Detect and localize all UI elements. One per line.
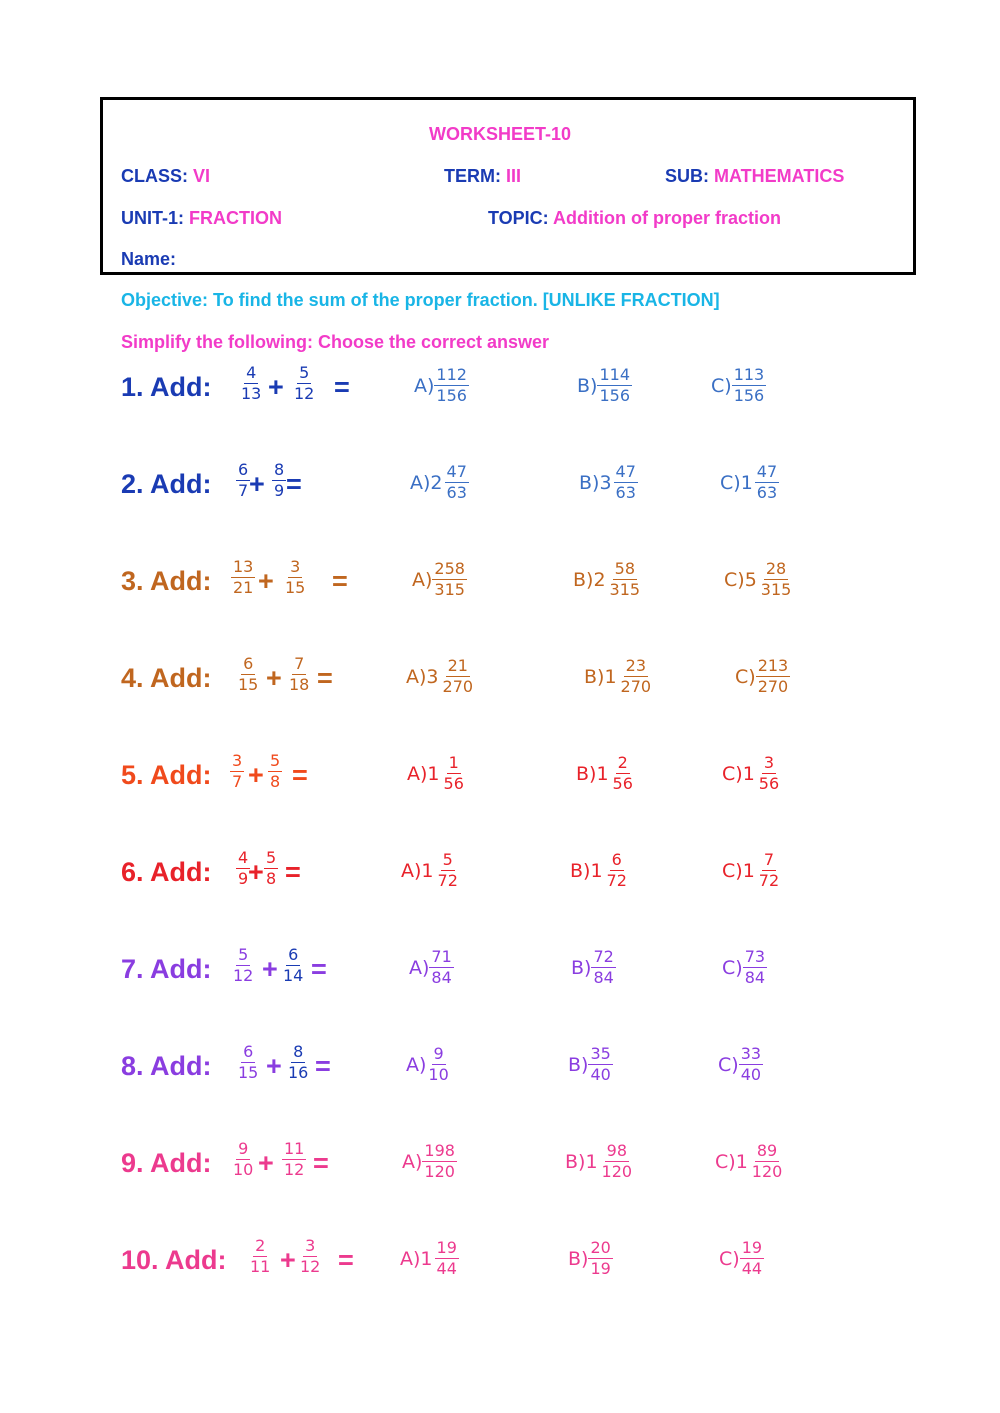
whole-number: 2	[430, 471, 443, 494]
answer-option-c[interactable]	[724, 560, 793, 600]
option-fraction	[614, 463, 638, 503]
denominator: 7	[232, 772, 243, 792]
equals-sign: =	[338, 1245, 354, 1275]
answer-option-c[interactable]	[722, 754, 781, 794]
denominator: 12	[284, 1160, 305, 1180]
question-row-10	[0, 1237, 1000, 1297]
option-letter: C)	[722, 956, 743, 979]
denominator: 9	[274, 481, 285, 501]
option-fraction	[732, 366, 767, 406]
numerator: 113	[732, 366, 767, 386]
numerator: 3	[288, 558, 302, 578]
numerator: 8	[272, 461, 286, 481]
numerator: 47	[614, 463, 638, 483]
denominator: 14	[283, 966, 304, 986]
question-label: 8. Add:	[121, 1051, 212, 1081]
denominator: 12	[233, 966, 254, 986]
option-fraction	[429, 948, 453, 988]
denominator: 84	[431, 968, 452, 988]
denominator: 8	[266, 869, 277, 889]
topic-value: Addition of proper fraction	[553, 208, 781, 228]
addend-fraction-1	[239, 364, 263, 404]
option-fraction	[436, 851, 460, 891]
equals-sign: =	[286, 469, 302, 499]
option-letter: C)	[724, 568, 745, 591]
denominator: 315	[760, 580, 792, 600]
numerator: 258	[432, 560, 467, 580]
answer-option-c[interactable]	[722, 851, 781, 891]
option-fraction	[611, 754, 635, 794]
answer-option-b[interactable]	[568, 1045, 613, 1085]
addend-fraction-2	[292, 364, 316, 404]
name-label: Name:	[121, 249, 177, 269]
option-letter: C)	[722, 859, 743, 882]
answer-option-b[interactable]	[571, 948, 616, 988]
option-fraction	[591, 948, 615, 988]
option-fraction	[588, 1239, 612, 1279]
denominator: 56	[758, 774, 780, 794]
denominator: 63	[756, 483, 778, 503]
addend-fraction-2	[287, 655, 311, 695]
denominator: 72	[606, 871, 627, 891]
option-letter: C)	[715, 1150, 736, 1173]
option-fraction	[434, 366, 469, 406]
numerator: 89	[755, 1142, 779, 1162]
numerator: 20	[588, 1239, 612, 1259]
option-letter: B)	[571, 956, 592, 979]
option-letter: B)	[568, 1247, 589, 1270]
denominator: 120	[424, 1162, 455, 1182]
denominator: 84	[593, 968, 614, 988]
option-fraction	[757, 754, 781, 794]
denominator: 11	[250, 1257, 271, 1277]
addend-fraction-2	[264, 849, 278, 889]
class-value: VI	[193, 166, 211, 186]
numerator: 3	[230, 752, 244, 772]
numerator: 8	[291, 1043, 305, 1063]
plus-sign: +	[248, 857, 264, 887]
option-fraction	[432, 560, 467, 600]
denominator: 12	[300, 1257, 321, 1277]
numerator: 6	[236, 461, 250, 481]
whole-number: 3	[599, 471, 612, 494]
numerator: 9	[236, 1140, 250, 1160]
answer-option-b[interactable]	[565, 1142, 634, 1182]
question-row-8	[0, 1043, 1000, 1103]
plus-sign: +	[258, 1148, 274, 1178]
numerator: 4	[236, 849, 250, 869]
denominator: 8	[270, 772, 281, 792]
numerator: 7	[292, 655, 306, 675]
numerator: 11	[282, 1140, 306, 1160]
denominator: 72	[437, 871, 458, 891]
question-row-4	[0, 655, 1000, 715]
answer-option-c[interactable]	[715, 1142, 784, 1182]
option-fraction	[757, 851, 781, 891]
numerator: 3	[762, 754, 776, 774]
option-fraction	[422, 1142, 457, 1182]
question-label: 6. Add:	[121, 857, 212, 887]
denominator: 63	[446, 483, 467, 503]
subject-value: MATHEMATICS	[714, 166, 845, 186]
option-letter: A)	[412, 568, 433, 591]
plus-sign: +	[280, 1245, 296, 1275]
option-letter: A)	[406, 1053, 427, 1076]
numerator: 112	[434, 366, 469, 386]
answer-option-a[interactable]	[407, 754, 466, 794]
addend-fraction-2	[298, 1237, 322, 1277]
objective-text: Objective: To find the sum of the proper fraction. [UNLIKE FRACTION]	[121, 290, 720, 310]
subject-field	[665, 166, 844, 187]
numerator: 9	[432, 1045, 446, 1065]
option-fraction	[588, 1045, 612, 1085]
class-field	[121, 166, 210, 187]
answer-option-c[interactable]	[735, 657, 790, 697]
addend-fraction-2	[286, 1043, 310, 1083]
option-letter: A)	[407, 762, 428, 785]
addend-fraction-1	[248, 1237, 272, 1277]
numerator: 21	[446, 657, 470, 677]
question-label: 2. Add:	[121, 469, 212, 499]
denominator: 9	[238, 869, 249, 889]
numerator: 19	[740, 1239, 764, 1259]
denominator: 12	[294, 384, 315, 404]
option-letter: C)	[719, 1247, 740, 1270]
option-fraction	[740, 1239, 764, 1279]
option-fraction	[442, 754, 466, 794]
option-letter: A)	[409, 956, 430, 979]
addend-fraction-2	[268, 752, 282, 792]
addend-fraction-1	[236, 1043, 260, 1083]
equals-sign: =	[334, 372, 350, 402]
option-fraction	[608, 560, 643, 600]
option-fraction	[426, 1045, 450, 1085]
answer-option-a[interactable]	[406, 1045, 451, 1085]
numerator: 47	[445, 463, 469, 483]
numerator: 198	[422, 1142, 457, 1162]
option-letter: A)	[414, 374, 435, 397]
equals-sign: =	[313, 1148, 329, 1178]
option-fraction	[435, 1239, 459, 1279]
plus-sign: +	[248, 760, 264, 790]
answer-option-c[interactable]	[722, 948, 767, 988]
denominator: 40	[740, 1065, 762, 1085]
denominator: 19	[590, 1259, 611, 1279]
denominator: 13	[241, 384, 262, 404]
option-letter: A)	[402, 1150, 423, 1173]
option-letter: C)	[720, 471, 741, 494]
answer-option-a[interactable]	[406, 657, 475, 697]
option-fraction	[605, 851, 629, 891]
answer-option-b[interactable]	[570, 851, 629, 891]
option-letter: B)	[565, 1150, 586, 1173]
answer-option-a[interactable]	[400, 1239, 459, 1279]
class-label: CLASS:	[121, 166, 188, 186]
numerator: 114	[597, 366, 632, 386]
question-row-6	[0, 849, 1000, 909]
whole-number: 1	[735, 1150, 748, 1173]
option-letter: B)	[573, 568, 594, 591]
answer-option-c[interactable]	[719, 1239, 764, 1279]
numerator: 19	[435, 1239, 459, 1259]
equals-sign: =	[311, 954, 327, 984]
numerator: 213	[756, 657, 791, 677]
denominator: 120	[751, 1162, 783, 1182]
option-letter: A)	[406, 665, 427, 688]
denominator: 156	[436, 386, 467, 406]
question-label: 5. Add:	[121, 760, 212, 790]
subject-label: SUB:	[665, 166, 709, 186]
numerator: 72	[591, 948, 615, 968]
question-label: 3. Add:	[121, 566, 212, 596]
term-field	[444, 166, 521, 187]
plus-sign: +	[266, 1051, 282, 1081]
numerator: 6	[241, 1043, 255, 1063]
answer-option-a[interactable]	[409, 948, 454, 988]
whole-number: 1	[596, 762, 609, 785]
denominator: 10	[233, 1160, 254, 1180]
denominator: 15	[238, 1063, 259, 1083]
whole-number: 1	[421, 859, 434, 882]
option-fraction	[600, 1142, 635, 1182]
answer-option-b[interactable]	[568, 1239, 613, 1279]
denominator: 156	[599, 386, 630, 406]
answer-option-b[interactable]	[576, 754, 635, 794]
denominator: 56	[443, 774, 464, 794]
topic-field	[488, 208, 781, 229]
unit-field	[121, 208, 282, 229]
numerator: 33	[739, 1045, 763, 1065]
topic-label: TOPIC:	[488, 208, 549, 228]
denominator: 270	[757, 677, 789, 697]
addend-fraction-1	[231, 1140, 255, 1180]
answer-option-c[interactable]	[718, 1045, 763, 1085]
whole-number: 5	[744, 568, 757, 591]
question-row-3	[0, 558, 1000, 618]
denominator: 44	[741, 1259, 763, 1279]
option-letter: C)	[735, 665, 756, 688]
term-label: TERM:	[444, 166, 501, 186]
plus-sign: +	[266, 663, 282, 693]
answer-option-a[interactable]	[414, 366, 469, 406]
equals-sign: =	[315, 1051, 331, 1081]
denominator: 44	[436, 1259, 457, 1279]
numerator: 5	[264, 849, 278, 869]
numerator: 98	[605, 1142, 629, 1162]
option-fraction	[756, 657, 791, 697]
answer-option-b[interactable]	[579, 463, 638, 503]
option-fraction	[445, 463, 469, 503]
addend-fraction-2	[281, 946, 305, 986]
question-label: 7. Add:	[121, 954, 212, 984]
denominator: 21	[233, 578, 254, 598]
question-row-7	[0, 946, 1000, 1006]
option-letter: B)	[584, 665, 605, 688]
numerator: 5	[297, 364, 311, 384]
whole-number: 1	[740, 471, 753, 494]
whole-number: 1	[427, 762, 440, 785]
numerator: 1	[447, 754, 461, 774]
option-letter: A)	[401, 859, 422, 882]
denominator: 15	[285, 578, 306, 598]
denominator: 270	[442, 677, 474, 697]
plus-sign: +	[262, 954, 278, 984]
option-fraction	[739, 1045, 763, 1085]
option-letter: C)	[722, 762, 743, 785]
whole-number: 1	[590, 859, 603, 882]
option-fraction	[755, 463, 779, 503]
denominator: 16	[288, 1063, 309, 1083]
question-row-1	[0, 364, 1000, 424]
option-letter: B)	[568, 1053, 589, 1076]
numerator: 73	[743, 948, 767, 968]
equals-sign: =	[292, 760, 308, 790]
whole-number: 1	[742, 859, 755, 882]
numerator: 5	[268, 752, 282, 772]
option-fraction	[597, 366, 632, 406]
numerator: 5	[441, 851, 455, 871]
term-value: III	[506, 166, 522, 186]
option-letter: B)	[579, 471, 600, 494]
numerator: 23	[624, 657, 648, 677]
whole-number: 2	[593, 568, 606, 591]
question-row-9	[0, 1140, 1000, 1200]
addend-fraction-1	[231, 946, 255, 986]
unit-value: FRACTION	[189, 208, 283, 228]
answer-option-b[interactable]	[573, 560, 642, 600]
addend-fraction-1	[231, 558, 255, 598]
answer-option-b[interactable]	[577, 366, 632, 406]
denominator: 315	[609, 580, 641, 600]
whole-number: 3	[426, 665, 439, 688]
option-letter: A)	[400, 1247, 421, 1270]
plus-sign: +	[258, 566, 274, 596]
numerator: 58	[613, 560, 637, 580]
option-letter: C)	[711, 374, 732, 397]
question-label: 1. Add:	[121, 372, 212, 402]
denominator: 10	[428, 1065, 449, 1085]
option-fraction	[441, 657, 476, 697]
numerator: 6	[286, 946, 300, 966]
addend-fraction-2	[272, 461, 286, 501]
numerator: 47	[755, 463, 779, 483]
denominator: 270	[620, 677, 652, 697]
option-letter: B)	[570, 859, 591, 882]
addend-fraction-2	[283, 558, 307, 598]
denominator: 315	[434, 580, 465, 600]
denominator: 56	[612, 774, 633, 794]
numerator: 6	[610, 851, 624, 871]
option-letter: A)	[410, 471, 431, 494]
answer-option-a[interactable]	[402, 1142, 457, 1182]
whole-number: 1	[604, 665, 617, 688]
numerator: 5	[236, 946, 250, 966]
addend-fraction-2	[282, 1140, 306, 1180]
addend-fraction-1	[230, 752, 244, 792]
equals-sign: =	[317, 663, 333, 693]
denominator: 18	[289, 675, 310, 695]
denominator: 84	[744, 968, 766, 988]
denominator: 63	[615, 483, 636, 503]
option-letter: B)	[577, 374, 598, 397]
whole-number: 1	[742, 762, 755, 785]
question-label: 10. Add:	[121, 1245, 227, 1275]
worksheet-title: WORKSHEET-10	[428, 124, 572, 144]
answer-option-a[interactable]	[410, 463, 469, 503]
denominator: 40	[590, 1065, 611, 1085]
answer-option-b[interactable]	[584, 657, 653, 697]
numerator: 6	[241, 655, 255, 675]
addend-fraction-1	[236, 655, 260, 695]
answer-option-a[interactable]	[412, 560, 467, 600]
option-fraction	[619, 657, 654, 697]
numerator: 2	[616, 754, 630, 774]
numerator: 13	[231, 558, 255, 578]
answer-option-c[interactable]	[720, 463, 779, 503]
answer-option-a[interactable]	[401, 851, 460, 891]
numerator: 2	[253, 1237, 267, 1257]
question-row-2	[0, 461, 1000, 521]
answer-option-c[interactable]	[711, 366, 766, 406]
numerator: 71	[429, 948, 453, 968]
question-label: 9. Add:	[121, 1148, 212, 1178]
question-label: 4. Add:	[121, 663, 212, 693]
whole-number: 1	[585, 1150, 598, 1173]
option-letter: B)	[576, 762, 597, 785]
numerator: 7	[762, 851, 776, 871]
denominator: 7	[238, 481, 249, 501]
numerator: 3	[303, 1237, 317, 1257]
numerator: 35	[588, 1045, 612, 1065]
option-letter: C)	[718, 1053, 739, 1076]
denominator: 120	[601, 1162, 633, 1182]
denominator: 15	[238, 675, 259, 695]
unit-label: UNIT-1:	[121, 208, 184, 228]
equals-sign: =	[285, 857, 301, 887]
numerator: 28	[764, 560, 788, 580]
question-row-5	[0, 752, 1000, 812]
option-fraction	[750, 1142, 785, 1182]
option-fraction	[759, 560, 794, 600]
option-fraction	[743, 948, 767, 988]
plus-sign: +	[249, 469, 265, 499]
instruction-text: Simplify the following: Choose the correct answer	[121, 332, 550, 352]
equals-sign: =	[332, 566, 348, 596]
numerator: 4	[244, 364, 258, 384]
whole-number: 1	[420, 1247, 433, 1270]
plus-sign: +	[268, 372, 284, 402]
denominator: 156	[733, 386, 765, 406]
denominator: 72	[758, 871, 780, 891]
